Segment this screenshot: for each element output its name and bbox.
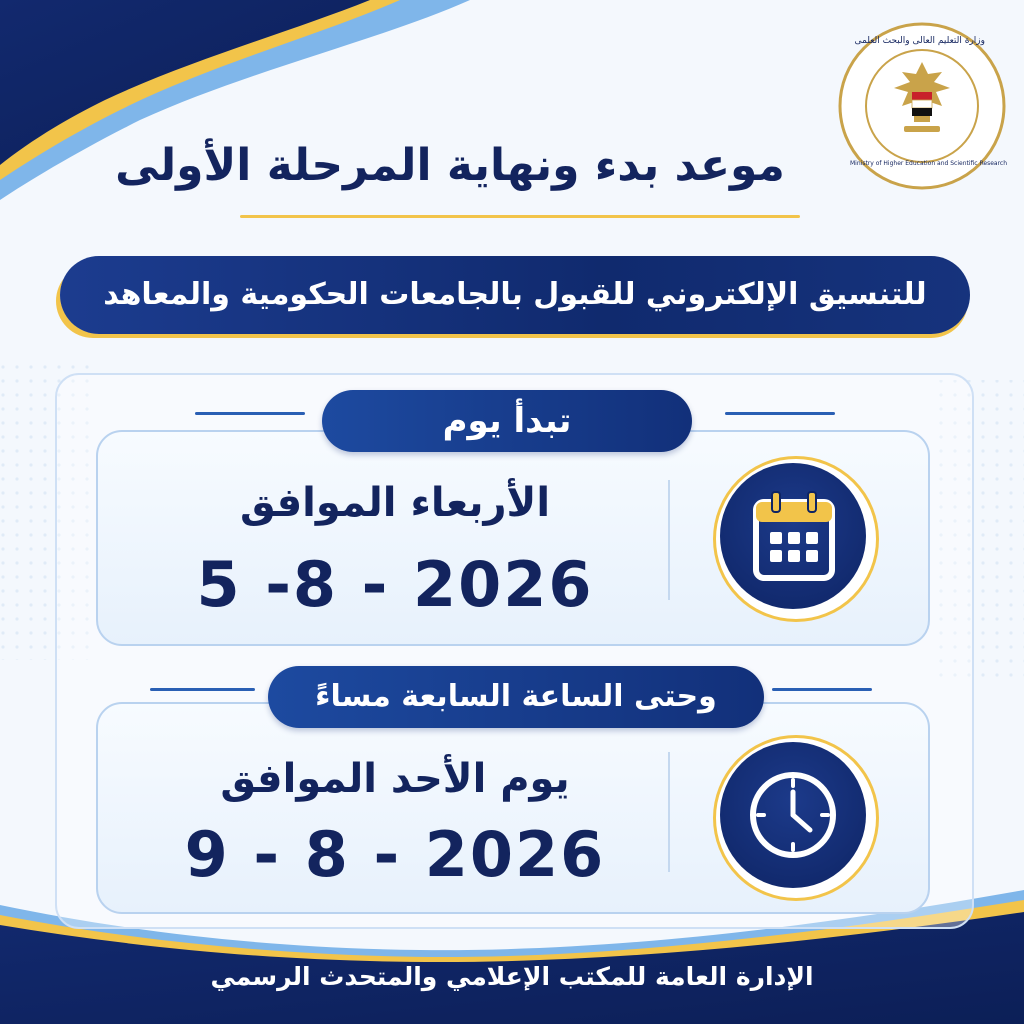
start-day: الأربعاء الموافق bbox=[239, 480, 551, 526]
calendar-icon bbox=[748, 488, 840, 588]
ministry-logo-text-en: Ministry of Higher Education and Scientific Research bbox=[850, 160, 1008, 167]
footer-text: الإدارة العامة للمكتب الإعلامي والمتحدث الرسمي bbox=[210, 962, 814, 991]
divider-dash bbox=[195, 412, 305, 415]
start-pill: تبدأ يوم bbox=[322, 390, 692, 452]
end-pill: وحتى الساعة السابعة مساءً bbox=[268, 666, 764, 728]
clock-icon bbox=[746, 768, 840, 862]
end-day: يوم الأحد الموافق bbox=[220, 756, 570, 802]
title-underline bbox=[240, 215, 800, 218]
end-date: 9 - 8 - 2026 bbox=[184, 818, 606, 891]
ministry-logo-text-ar: وزارة التعليم العالى والبحث العلمى bbox=[854, 36, 985, 46]
subtitle-banner-text: للتنسيق الإلكتروني للقبول بالجامعات الحكومية والمعاهد bbox=[103, 277, 927, 312]
divider-dash bbox=[150, 688, 255, 691]
start-card-divider bbox=[668, 480, 670, 600]
start-date: 5 -8 - 2026 bbox=[196, 548, 594, 621]
divider-dash bbox=[772, 688, 872, 691]
divider-dash bbox=[725, 412, 835, 415]
page-title: موعد بدء ونهاية المرحلة الأولى bbox=[115, 140, 785, 191]
end-card-divider bbox=[668, 752, 670, 872]
